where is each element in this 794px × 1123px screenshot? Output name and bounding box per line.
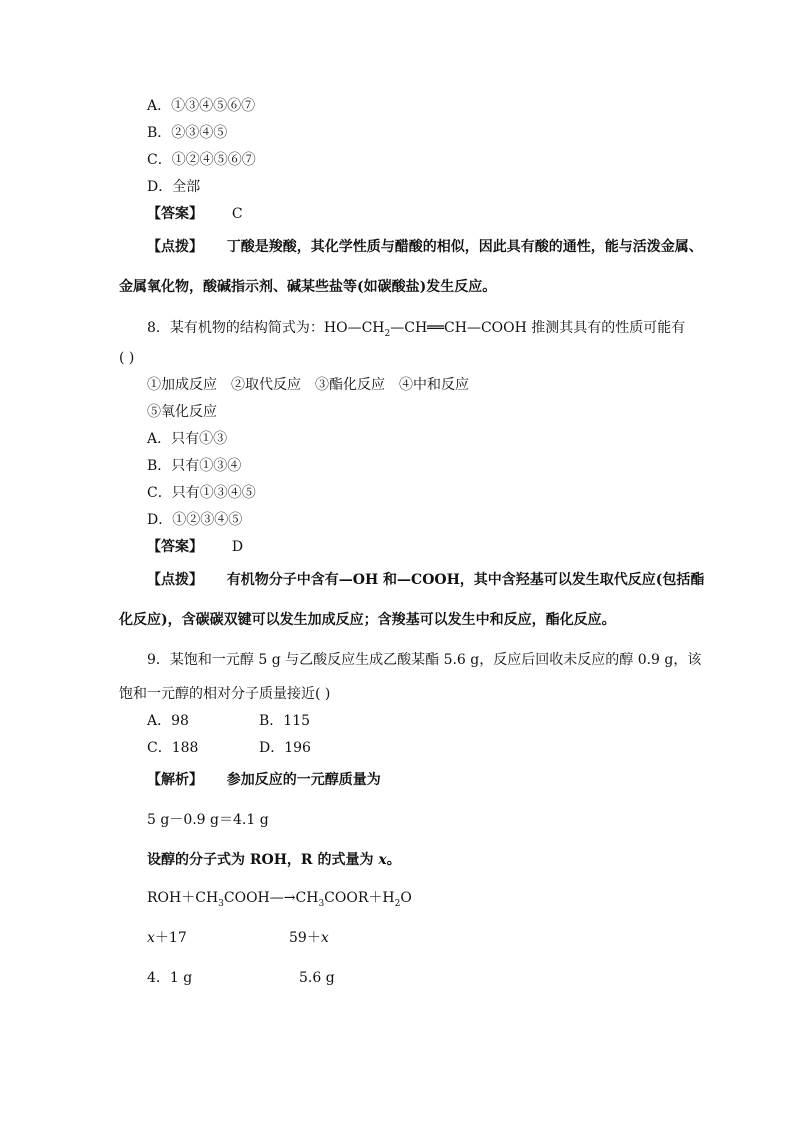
q9-stem-line2: 饱和一元醇的相对分子质量接近( ) (119, 686, 331, 702)
answer-value: C (231, 206, 243, 222)
q8-stem-line1: 8．某有机物的结构简式为：$HO—CH_2—CH══CH—COOH$ 推测其具有的性质可能有 (147, 320, 686, 339)
reaction-arrow: —→ (269, 890, 296, 906)
q9-equation: $ROH+CH_3COOH—\to CH_3COOR+H_2O$ (147, 890, 412, 909)
q9-mass-left: x＋17 (147, 930, 187, 946)
analysis-text: 参加反应的一元醇质量为 (226, 772, 381, 788)
q8-option-a: A．只有①③ (147, 431, 228, 447)
q8-option-d: D．①②③④⑤ (147, 512, 243, 528)
q8-hint-line2: 化反应)，含碳碳双键可以发生加成反应；含羧基可以发生中和反应，酯化反应。 (119, 612, 616, 628)
answer-tag: 【答案】 (147, 206, 203, 222)
q7-answer (147, 204, 243, 224)
answer-value: D (231, 539, 244, 555)
q7-hint-line2: 金属氧化物，酸碱指示剂、碱某些盐等(如碳酸盐)发生反应。 (119, 279, 497, 295)
q8-option-b: B．只有①③④ (147, 458, 242, 474)
q7-option-d: D．全部 (147, 179, 201, 195)
q8-hint-line1 (147, 570, 704, 590)
q9-calc-line: 5 g－0.9 g＝4.1 g (147, 812, 269, 828)
q8-answer (147, 537, 243, 557)
hint-text: 丁酸是羧酸，其化学性质与醋酸的相似，因此具有酸的通性，能与活泼金属、 (226, 239, 703, 255)
hint-tag: 【点拨】 (147, 239, 203, 255)
q9-option-d: D．196 (259, 740, 311, 756)
q9-grams-left: 4．1 g (147, 970, 193, 986)
q9-mass-right: 59＋x (289, 930, 329, 946)
answer-tag: 【答案】 (147, 539, 203, 555)
q9-grams-right: 5.6 g (299, 970, 335, 986)
q7-option-c: C．①②④⑤⑥⑦ (147, 152, 256, 168)
q7-hint-line1 (147, 237, 703, 257)
q8-option-c: C．只有①③④⑤ (147, 485, 256, 501)
q9-analysis (147, 770, 381, 790)
q9-stem-line1: 9．某饱和一元醇 5 g 与乙酸反应生成乙酸某酯 5.6 g，反应后回收未反应的醇 0.9 g，该 (147, 652, 702, 668)
q9-option-a: A．98 (147, 713, 189, 729)
q8-items-line1: ①加成反应 ②取代反应 ③酯化反应 ④中和反应 (147, 377, 469, 393)
q9-formula-line: 设醇的分子式为 ROH，R 的式量为 x。 (147, 852, 401, 868)
q7-option-a: A．①③④⑤⑥⑦ (147, 98, 256, 114)
q8-stem-line2: ( ) (119, 350, 135, 366)
q9-option-b: B．115 (259, 713, 311, 729)
q9-option-c: C．188 (147, 740, 199, 756)
hint-tag: 【点拨】 (147, 572, 203, 588)
analysis-tag: 【解析】 (147, 772, 203, 788)
q8-items-line2: ⑤氧化反应 (147, 404, 217, 420)
hint-text: 有机物分子中含有—OH 和—COOH，其中含羟基可以发生取代反应(包括酯 (226, 572, 705, 588)
q7-option-b: B．②③④⑤ (147, 125, 228, 141)
